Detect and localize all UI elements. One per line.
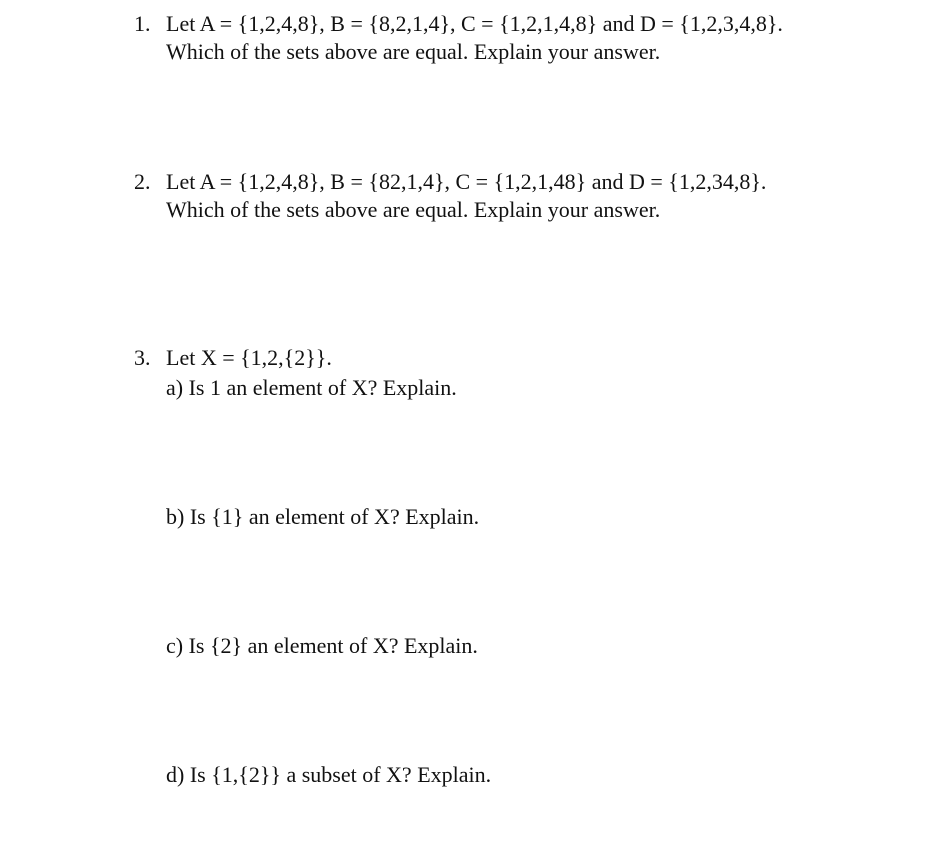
problem-2-statement: [134, 168, 914, 196]
problem-1-line1: Let A = {1,2,4,8}, B = {8,2,1,4}, C = {1,2,1,4,8} and D = {1,2,3,4,8}.: [166, 11, 783, 36]
problem-3-statement: [134, 344, 914, 372]
problem-2-number: 2.: [134, 169, 151, 194]
problem-2-line1: Let A = {1,2,4,8}, B = {82,1,4}, C = {1,2,1,48} and D = {1,2,34,8}.: [166, 169, 767, 194]
problem-2-question: Which of the sets above are equal. Explain your answer.: [166, 197, 661, 222]
problem-3-number: 3.: [134, 345, 151, 370]
problem-1-question: Which of the sets above are equal. Explain your answer.: [166, 39, 661, 64]
problem-3: [134, 344, 914, 372]
problem-3-part-b: b) Is {1} an element of X? Explain.: [166, 504, 480, 529]
problem-1-statement: [134, 10, 914, 38]
problem-3-part-a: a) Is 1 an element of X? Explain.: [166, 375, 457, 400]
problem-3-part-c: c) Is {2} an element of X? Explain.: [166, 633, 478, 658]
problem-3-part-d: d) Is {1,{2}} a subset of X? Explain.: [166, 762, 492, 787]
problem-1-number: 1.: [134, 11, 151, 36]
problem-2: [134, 168, 914, 224]
problem-3-line1: Let X = {1,2,{2}}.: [166, 345, 332, 370]
problem-1: [134, 10, 914, 66]
